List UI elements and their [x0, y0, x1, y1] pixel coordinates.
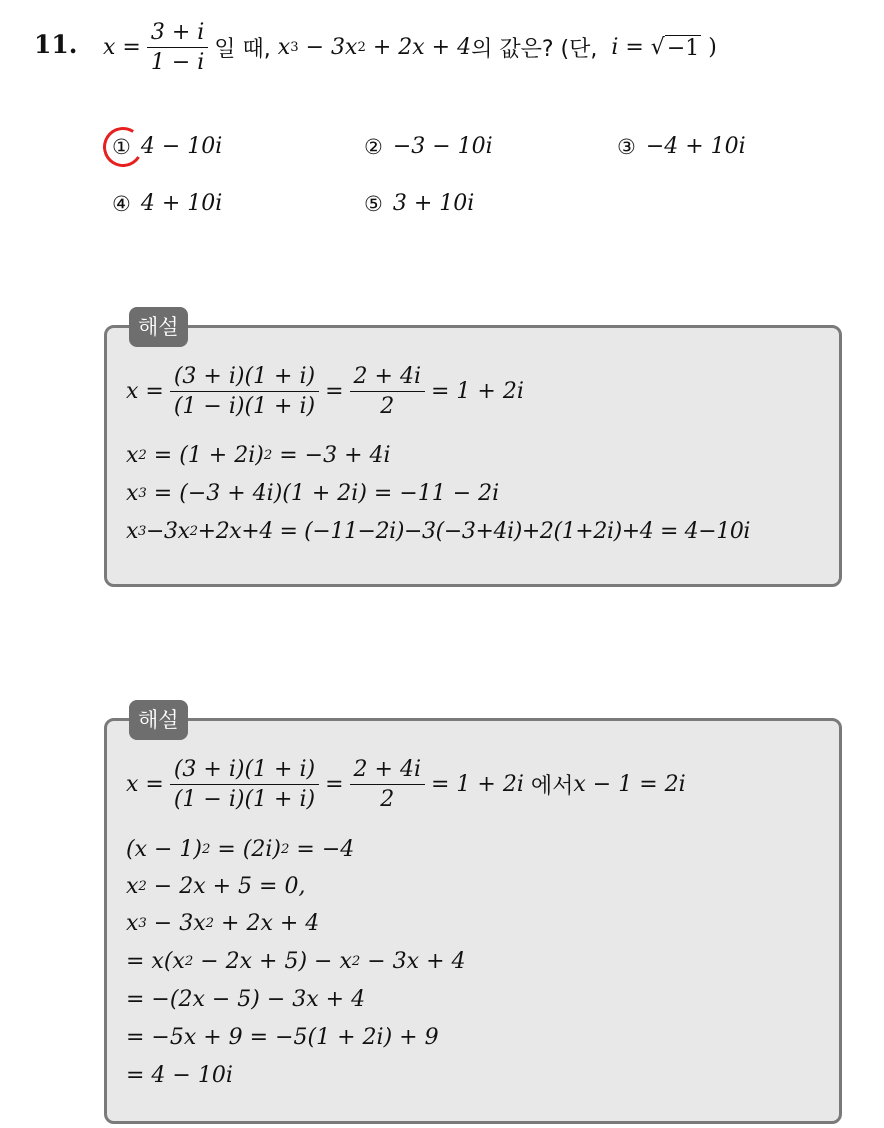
math-term: = x(x: [126, 949, 185, 974]
solution1-equals: =: [325, 379, 344, 404]
fraction-denominator: (1 − i)(1 + i): [173, 394, 316, 419]
problem-condition-lhs: i =: [611, 35, 644, 60]
solution2-line-2: (x − 1) 2 = (2i) 2 = −4: [126, 837, 355, 862]
fraction-denominator: (1 − i)(1 + i): [173, 787, 316, 812]
solution1-fraction-2: [350, 364, 425, 419]
problem-condition-radicand: −1: [666, 35, 700, 61]
problem-poly-mid: − 3x: [298, 35, 358, 60]
solution2-line-5: = x(x 2 − 2x + 5) − x 2 − 3x + 4: [126, 949, 466, 974]
sqrt-symbol: √ −1: [650, 34, 700, 61]
problem-fraction: [147, 20, 208, 75]
math-term: = (2i): [210, 837, 282, 862]
math-term: − 2x + 5 = 0,: [146, 874, 306, 899]
fraction-numerator: (3 + i)(1 + i): [170, 757, 319, 785]
math-term: + 2x + 4: [214, 911, 320, 936]
choice-2[interactable]: [364, 134, 493, 159]
solution1-line-4: x 3 −3x 2 +2x+4 = (−11−2i)−3(−3+4i)+2(1+2i)+4 = 4−10i: [126, 519, 751, 544]
choice-value: 4 − 10i: [140, 134, 223, 159]
math-term: − 3x + 4: [360, 949, 466, 974]
solution2-fraction-2: [350, 757, 425, 812]
solution2-line-4: x 3 − 3x 2 + 2x + 4: [126, 911, 320, 936]
solution2-korean-from: 에서: [530, 774, 574, 799]
math-term: − 3x: [146, 911, 206, 936]
solution2-rhs: = 1 + 2i: [430, 772, 524, 797]
solution1-lhs: x =: [126, 379, 164, 404]
fraction-numerator: 2 + 4i: [350, 364, 425, 392]
problem-text-question: 의 값은? (단,: [471, 37, 598, 62]
choice-marker: ⑤: [364, 191, 383, 216]
math-term: = (−3 + 4i)(1 + 2i) = −11 − 2i: [146, 481, 500, 506]
solution2-line-8: = 4 − 10i: [126, 1063, 233, 1088]
solution2-fraction-1: [170, 757, 319, 812]
choice-marker: ①: [112, 134, 131, 159]
math-term: = (1 + 2i): [146, 443, 264, 468]
choice-marker: ②: [364, 134, 383, 159]
solution1-line-2: x 2 = (1 + 2i) 2 = −3 + 4i: [126, 443, 391, 468]
solution2-tail: x − 1 = 2i: [573, 772, 686, 797]
math-term: x: [126, 911, 139, 936]
choice-value: −3 − 10i: [392, 134, 493, 159]
problem-statement: x = $\frac{3 + i}{1 - i}$ 일 때, x 3 − 3x 2 + 2x + 4 의 값은? (단, i = √ −1 ): [103, 20, 717, 75]
math-term: (x − 1): [126, 837, 202, 862]
fraction-denominator: 2: [380, 394, 395, 419]
choice-value: 4 + 10i: [140, 191, 223, 216]
choice-marker: ③: [617, 134, 636, 159]
problem-poly-x: x: [277, 35, 291, 60]
math-term: x: [126, 481, 139, 506]
choice-value: 3 + 10i: [392, 191, 475, 216]
solution2-line-1: [126, 757, 686, 812]
problem-fraction-numerator: 3 + i: [147, 20, 208, 48]
problem-poly-tail: + 2x + 4: [365, 35, 472, 60]
math-term: = −4: [289, 837, 355, 862]
solution2-lhs: x =: [126, 772, 164, 797]
math-term: = −3 + 4i: [272, 443, 391, 468]
choice-4[interactable]: [112, 191, 222, 216]
problem-close-paren: ): [708, 35, 717, 60]
problem-text-when: 일 때,: [214, 37, 271, 62]
solution-tag-2: 해설: [129, 700, 188, 740]
math-term: x: [126, 443, 139, 468]
math-term: −3x: [146, 519, 190, 544]
math-term: − 2x + 5) − x: [193, 949, 352, 974]
solution1-fraction-1: [170, 364, 319, 419]
solution-tag-1: 해설: [129, 307, 188, 347]
choice-value: −4 + 10i: [645, 134, 746, 159]
solution1-rhs: = 1 + 2i: [430, 379, 524, 404]
choice-3[interactable]: [617, 134, 746, 159]
solution2-line-7: = −5x + 9 = −5(1 + 2i) + 9: [126, 1025, 439, 1050]
choice-marker: ④: [112, 191, 131, 216]
math-term: x: [126, 519, 139, 544]
solution2-line-3: x 2 − 2x + 5 = 0,: [126, 874, 306, 899]
math-term: x: [126, 874, 139, 899]
solution1-line-3: x 3 = (−3 + 4i)(1 + 2i) = −11 − 2i: [126, 481, 500, 506]
solution2-line-6: = −(2x − 5) − 3x + 4: [126, 987, 366, 1012]
math-term: +2x+4 = (−11−2i)−3(−3+4i)+2(1+2i)+4 = 4−10i: [197, 519, 751, 544]
choice-5[interactable]: [364, 191, 474, 216]
problem-number: 11.: [34, 30, 78, 59]
fraction-numerator: 2 + 4i: [350, 757, 425, 785]
problem-fraction-denominator: 1 − i: [150, 50, 205, 75]
choice-1[interactable]: [112, 134, 222, 159]
problem-lhs: x =: [103, 35, 141, 60]
fraction-numerator: (3 + i)(1 + i): [170, 364, 319, 392]
fraction-denominator: 2: [380, 787, 395, 812]
solution2-equals: =: [325, 772, 344, 797]
solution1-line-1: [126, 364, 524, 419]
